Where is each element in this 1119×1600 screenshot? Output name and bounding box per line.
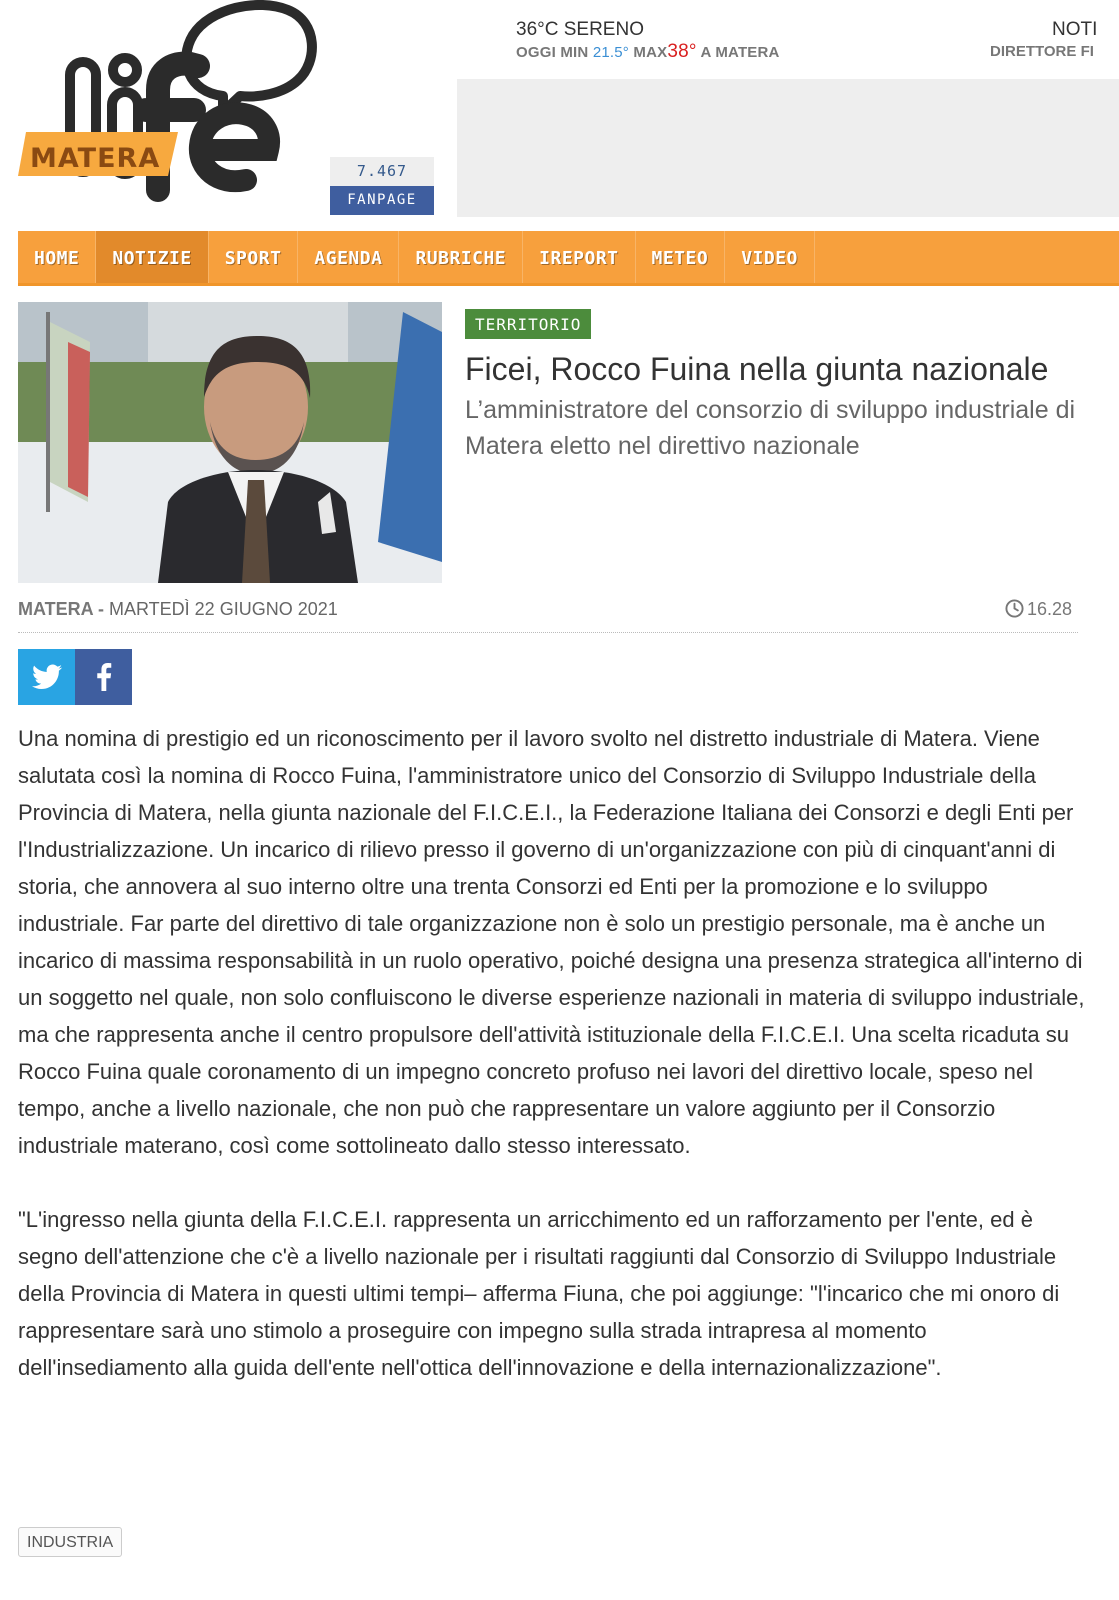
tag-industria[interactable]: INDUSTRIA [18, 1527, 122, 1557]
weather-today-label: OGGI MIN [516, 44, 589, 61]
weather-min: 21.5° [592, 44, 630, 61]
nav-rubriche[interactable]: RUBRICHE [399, 231, 523, 283]
nav-video[interactable]: VIDEO [725, 231, 815, 283]
weather-widget[interactable] [516, 19, 780, 64]
article-photo[interactable] [18, 302, 442, 583]
logo-speech-bubble-icon [18, 0, 318, 222]
article-time-wrap [1005, 599, 1072, 620]
fanpage-widget[interactable] [330, 157, 434, 215]
category-badge[interactable]: TERRITORIO [465, 309, 591, 339]
article-body [18, 720, 1093, 1423]
article-paragraph-1: Una nomina di prestigio ed un riconoscimento per il lavoro svolto nel distretto industriale di Matera. Viene salutata così la nomina di Rocco Fuina, l'amministratore unico del Consorzio di Sviluppo Industriale della Provincia di Matera, nella giunta nazionale del F.I.C.E.I., la Federazione Italiana dei Consorzi e degli Enti per l'Industrializzazione. Un incarico di rilievo presso il governo di un'organizzazione con più di cinquant'anni di storia, che annovera al suo interno oltre una trenta Consorzi ed Enti per la promozione e lo sviluppo industriale. Far parte del direttivo di tale organizzazione non è solo un prestigio personale, ma è anche un incarico di massima responsabilità in un ruolo operativo, poiché designa una presenza strategica all'interno di un soggetto nel quale, non solo confluiscono le diverse esperienze nazionali in materia di sviluppo industriale, ma che rappresenta anche il centro propulsore dell'attività istituzionale della F.I.C.E.I. Una scelta ricaduta su Rocco Fuina quale coronamento di un impegno concreto profuso nei lavori del direttivo locale, speso nel tempo, anche a livello nazionale, che non può che rappresentare un valore aggiunto per il Consorzio industriale materano, così come sottolineato dallo stesso interessato. [18, 726, 1085, 1158]
article-meta [18, 599, 1078, 633]
site-logo[interactable] [18, 0, 318, 222]
article-title: Ficei, Rocco Fuina nella giunta nazionale [465, 351, 1049, 387]
share-bar [18, 649, 132, 705]
weather-max: 38° [667, 41, 697, 62]
nav-meteo[interactable]: METEO [636, 231, 726, 283]
logo-sub-text: MATERA [30, 143, 161, 174]
weather-current: 36°C SERENO [516, 19, 644, 40]
weather-location: A MATERA [700, 44, 780, 61]
twitter-share-button[interactable] [18, 649, 75, 705]
clock-icon [1005, 599, 1024, 618]
ticker-line1: NOTI [1052, 19, 1098, 40]
portrait-image [18, 302, 442, 583]
article-time: 16.28 [1026, 599, 1072, 619]
twitter-icon [32, 664, 62, 690]
top-right-ticker[interactable] [990, 19, 1119, 63]
nav-notizie[interactable]: NOTIZIE [96, 231, 208, 283]
article-city: MATERA - [18, 599, 104, 619]
nav-agenda[interactable]: AGENDA [298, 231, 399, 283]
ticker-line2: DIRETTORE FI [990, 43, 1094, 60]
facebook-icon [96, 663, 112, 691]
fanpage-count: 7.467 [330, 157, 434, 186]
ad-banner[interactable] [457, 79, 1119, 217]
article-date: MARTEDÌ 22 GIUGNO 2021 [109, 599, 338, 619]
weather-forecast [516, 41, 780, 64]
nav-home[interactable]: HOME [18, 231, 96, 283]
article-subtitle: L’amministratore del consorzio di sviluppo industriale di Matera eletto nel direttivo nazionale [465, 396, 1076, 460]
weather-max-label: MAX [633, 44, 668, 61]
nav-ireport[interactable]: IREPORT [523, 231, 635, 283]
fanpage-button[interactable]: FANPAGE [330, 186, 434, 215]
article-paragraph-2: "L'ingresso nella giunta della F.I.C.E.I. rappresenta un arricchimento ed un rafforzamento per l'ente, ed è segno dell'attenzione che c'è a livello nazionale per i risultati raggiunti dal Consorzio di Sviluppo Industriale della Provincia di Matera in questi ultimi tempi– afferma Fiuna, che poi aggiunge: "l'incarico che mi onoro di rappresentare sarà uno stimolo a proseguire con impegno sulla strada intrapresa al momento dell'insediamento alla guida dell'ente nell'ottica dell'innovazione e della internazionalizzazione". [18, 1207, 1060, 1380]
nav-sport[interactable]: SPORT [209, 231, 299, 283]
facebook-share-button[interactable] [75, 649, 132, 705]
main-nav [18, 231, 1119, 286]
